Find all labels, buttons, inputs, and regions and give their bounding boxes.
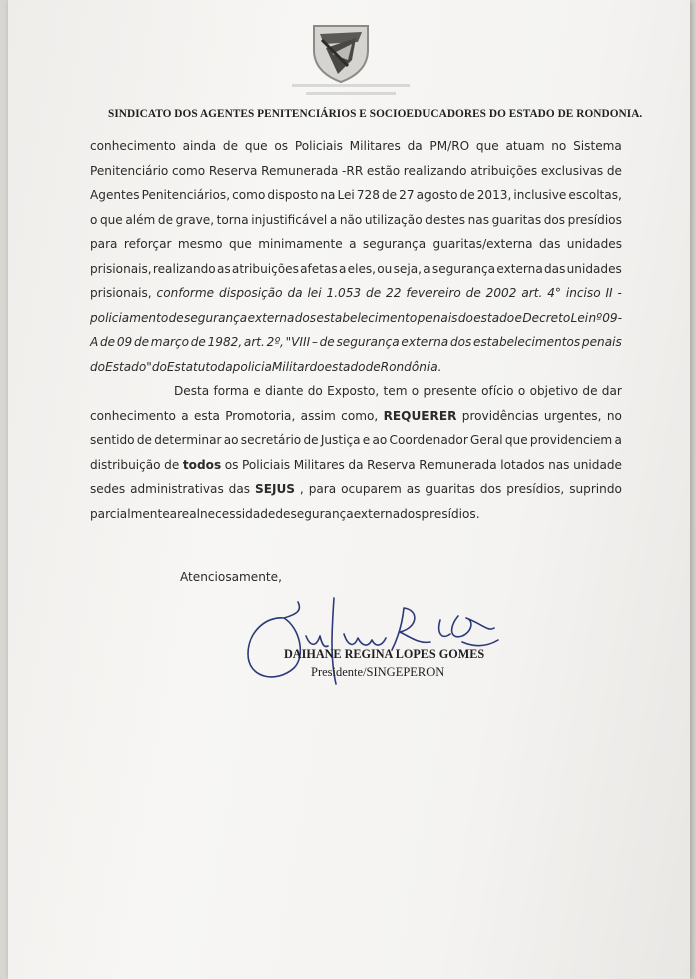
text-line <box>90 502 622 527</box>
text-word: torna <box>216 212 249 227</box>
text-word: utilização <box>364 212 423 227</box>
text-word: disposição <box>219 286 283 300</box>
text-line <box>90 330 622 355</box>
text-line <box>90 379 622 404</box>
text-word: Desta <box>174 384 210 398</box>
text-line <box>90 159 622 184</box>
text-word: nas <box>467 212 490 227</box>
text-word: nº <box>588 310 602 325</box>
text-word: estabelecimento <box>316 310 418 325</box>
shield-emblem-icon <box>308 20 374 86</box>
text-word: do <box>309 359 325 374</box>
text-line <box>90 183 622 208</box>
handwritten-signature <box>236 588 506 698</box>
text-word: presídios, <box>506 482 565 496</box>
text-word: esta <box>193 408 220 423</box>
text-word: eles, <box>347 261 377 276</box>
text-word: Militar <box>271 359 310 374</box>
text-word: o <box>517 384 526 398</box>
text-word: não <box>339 212 363 227</box>
text-word: afetas <box>300 261 338 276</box>
text-word: na <box>320 188 336 202</box>
text-word: externa <box>353 506 401 521</box>
text-word: urgentes, <box>543 408 602 423</box>
closing-salutation: Atenciosamente, <box>180 570 282 584</box>
text-word: - <box>617 286 622 300</box>
text-word: que <box>475 139 499 153</box>
text-word: de <box>465 286 481 300</box>
text-word: art. <box>243 335 265 349</box>
text-word: dos <box>449 335 472 349</box>
text-word: de <box>275 506 291 521</box>
text-word: realizando <box>403 163 467 178</box>
text-word: conhecimento <box>90 408 176 423</box>
text-word: inciso <box>565 286 601 300</box>
text-word: segurança <box>362 237 427 251</box>
text-word: de <box>133 335 150 349</box>
text-word: inclusive <box>513 188 567 202</box>
text-word: reforçar <box>123 237 172 251</box>
text-word: estabelecimentos <box>473 335 581 349</box>
text-line <box>90 453 622 478</box>
text-word: -RR <box>342 163 364 178</box>
text-word: Penitenciário <box>90 163 169 178</box>
text-word: penais <box>417 310 458 325</box>
text-word: REQUERER <box>383 408 457 423</box>
letterhead-title: SINDICATO DOS AGENTES PENITENCIÁRIOS E SOCIOEDUCADORES DO ESTADO DE RONDONIA. <box>108 108 643 120</box>
text-word: Militares <box>349 139 401 153</box>
text-word: de <box>459 188 475 202</box>
text-word: e <box>253 384 261 398</box>
text-word: presente <box>423 384 477 398</box>
text-word: março <box>150 335 190 349</box>
text-word: de <box>303 433 319 447</box>
text-word: – <box>311 335 318 349</box>
text-word: Lei <box>570 310 589 325</box>
text-word: policia <box>232 359 272 374</box>
text-word: providenciem <box>529 433 613 447</box>
text-word: ou <box>377 261 393 276</box>
paragraph-2 <box>90 379 622 526</box>
text-word: a <box>169 506 178 521</box>
text-word: Promotoria, <box>225 408 296 423</box>
text-word: conhecimento <box>90 139 176 153</box>
text-word: lotados <box>500 457 545 472</box>
text-word: que <box>229 237 252 251</box>
text-word: de <box>381 188 398 202</box>
text-word: parcialmente <box>90 506 170 521</box>
text-word: grave, <box>175 212 215 227</box>
text-word: unidades <box>566 261 622 276</box>
letter-body <box>90 134 622 526</box>
text-word: além <box>125 212 156 227</box>
text-word: das <box>538 237 561 251</box>
text-word: 27 <box>399 188 415 202</box>
text-word: sentido <box>90 433 135 447</box>
text-word: Estatuto <box>166 359 218 374</box>
text-word: exclusivas <box>540 163 604 178</box>
document-page <box>8 0 690 979</box>
text-word: presídios. <box>421 506 480 521</box>
text-word: realizando <box>152 261 216 276</box>
text-word: sedes <box>90 482 126 496</box>
text-word: Exposto, <box>327 384 380 398</box>
text-word: da <box>217 359 233 374</box>
text-word: II <box>605 286 613 300</box>
text-word: externa <box>496 261 543 276</box>
text-word: agosto <box>416 188 458 202</box>
text-word: "VIII <box>285 335 311 349</box>
text-word: Justiça <box>320 433 361 447</box>
text-line <box>90 306 622 331</box>
text-word: e <box>514 310 522 325</box>
text-word: de <box>606 163 622 178</box>
text-word: do <box>457 310 473 325</box>
text-word: 4° <box>547 286 561 300</box>
text-word: as <box>216 261 231 276</box>
text-word: externa <box>247 310 295 325</box>
text-word: 1982, <box>207 335 243 349</box>
text-word: a <box>614 433 622 447</box>
text-word: Geral <box>470 433 503 447</box>
text-word: ocuparem <box>341 482 402 496</box>
text-word: penais <box>581 335 622 349</box>
text-word: PM/RO <box>429 139 470 153</box>
text-word: 09 <box>116 335 133 349</box>
text-word: diante <box>265 384 304 398</box>
text-word: no <box>551 139 567 153</box>
text-word: nas <box>548 457 570 472</box>
text-word: guaritas <box>491 212 542 227</box>
text-line <box>90 134 622 159</box>
text-word: minimamente <box>258 237 343 251</box>
paragraph-1 <box>90 134 622 379</box>
text-word: das <box>228 482 251 496</box>
text-word: art. <box>521 286 543 300</box>
text-word: dos <box>294 310 317 325</box>
text-word: Decreto <box>522 310 571 325</box>
text-word: real <box>177 506 200 521</box>
text-word: Penitenciários, <box>141 188 231 202</box>
text-word: Lei <box>337 188 355 202</box>
text-word: Policiais <box>242 457 291 472</box>
text-word: as <box>406 482 421 496</box>
text-word: 2º, <box>266 335 284 349</box>
text-word: ao <box>223 433 239 447</box>
text-word: de <box>222 139 239 153</box>
text-word: necessidade <box>200 506 276 521</box>
text-word: Rondônia. <box>380 359 442 374</box>
text-word: segurança <box>431 261 496 276</box>
text-line <box>90 232 622 257</box>
text-word: objetivo <box>529 384 579 398</box>
text-word: do <box>307 384 323 398</box>
text-word: a <box>423 261 431 276</box>
text-word: dos <box>543 212 566 227</box>
text-line <box>90 477 622 502</box>
text-word: Reserva <box>208 163 258 178</box>
text-word: dar <box>601 384 622 398</box>
text-word: atuam <box>505 139 545 153</box>
text-word: secretário <box>240 433 302 447</box>
text-word: conforme <box>156 286 215 300</box>
text-word: do <box>90 359 106 374</box>
text-word: de <box>319 335 335 349</box>
text-word: de <box>164 457 180 472</box>
text-word: dos <box>400 506 422 521</box>
text-word: guaritas <box>425 482 475 496</box>
text-word: que <box>244 139 268 153</box>
text-word: determinar <box>154 433 222 447</box>
text-word: de <box>136 433 152 447</box>
text-word: Sistema <box>573 139 622 153</box>
text-word: e <box>362 433 371 447</box>
text-word: segurança <box>290 506 354 521</box>
text-word: unidade <box>573 457 622 472</box>
text-word: ainda <box>182 139 217 153</box>
text-word: para <box>308 482 337 496</box>
text-word: os <box>274 139 289 153</box>
text-word: como <box>232 188 266 202</box>
text-word: como <box>171 163 206 178</box>
text-word: de <box>582 384 598 398</box>
text-word: injustificável <box>251 212 328 227</box>
text-word: de <box>168 310 184 325</box>
text-word: providências <box>461 408 539 423</box>
text-word: guaritas/externa <box>432 237 533 251</box>
text-word: escoltas, <box>568 188 622 202</box>
text-word: da <box>287 286 303 300</box>
text-line <box>90 355 622 380</box>
text-word: Agentes <box>90 188 140 202</box>
text-word: da <box>348 457 364 472</box>
logo-caption-mark <box>286 80 416 100</box>
text-word: a <box>349 237 357 251</box>
text-word: a <box>329 212 338 227</box>
text-word: a <box>338 261 347 276</box>
text-word: Policiais <box>294 139 343 153</box>
text-word: mesmo <box>177 237 223 251</box>
text-word: , <box>299 482 304 496</box>
text-word: forma <box>213 384 250 398</box>
text-word: de <box>100 335 116 349</box>
text-word: como, <box>341 408 379 423</box>
text-word: segurança <box>184 310 248 325</box>
text-word: seja, <box>393 261 422 276</box>
text-word: estado <box>324 359 366 374</box>
text-line <box>90 208 622 233</box>
text-word: Militares <box>293 457 345 472</box>
text-word: segurança <box>336 335 400 349</box>
text-line <box>90 428 622 453</box>
text-word: A <box>90 335 99 349</box>
text-word: externa <box>401 335 449 349</box>
text-word: atribuições <box>470 163 538 178</box>
text-word: 1.053 <box>326 286 362 300</box>
text-word: da <box>407 139 423 153</box>
text-word: presídios <box>567 212 622 227</box>
text-word: que <box>504 433 528 447</box>
text-word: todos <box>182 457 222 472</box>
text-word: ofício <box>481 384 514 398</box>
text-word: estado <box>473 310 515 325</box>
text-word: 09- <box>602 310 622 325</box>
text-word: assim <box>300 408 336 423</box>
text-word: disposto <box>267 188 319 202</box>
text-word: Remunerada <box>419 457 497 472</box>
text-word: estão <box>366 163 401 178</box>
text-word: prisionais, <box>90 261 152 276</box>
signer-role: Presidente/SINGEPERON <box>311 665 445 679</box>
text-word: destes <box>425 212 466 227</box>
text-word: de <box>366 286 382 300</box>
text-word: fevereiro <box>406 286 461 300</box>
text-word: lei <box>307 286 322 300</box>
text-word: SEJUS <box>254 482 295 496</box>
text-word: policiamento <box>90 310 169 325</box>
text-word: tem <box>383 384 408 398</box>
text-word: o <box>90 212 98 227</box>
text-word: no <box>606 408 622 423</box>
text-line <box>90 281 622 306</box>
text-word: o <box>411 384 420 398</box>
text-word: distribuição <box>90 457 161 472</box>
text-word: unidades <box>566 237 622 251</box>
text-word: administrativas <box>130 482 224 496</box>
text-word: dos <box>479 482 502 496</box>
text-word: atribuições <box>231 261 299 276</box>
text-word: ao <box>372 433 388 447</box>
text-word: 2002 <box>485 286 517 300</box>
text-word: de <box>190 335 206 349</box>
text-word: Reserva <box>367 457 416 472</box>
text-word: Coordenador <box>389 433 468 447</box>
text-line <box>90 257 622 282</box>
text-word: de <box>157 212 174 227</box>
text-line <box>90 404 622 429</box>
text-word: que <box>99 212 123 227</box>
signer-name: DAIHANE REGINA LOPES GOMES <box>284 647 485 661</box>
text-word: 2013, <box>476 188 512 202</box>
text-word: prisionais, <box>90 286 152 300</box>
text-word: Estado" <box>105 359 152 374</box>
text-word: Remunerada <box>261 163 339 178</box>
text-word: os <box>224 457 239 472</box>
text-word: a <box>181 408 189 423</box>
text-word: 728 <box>356 188 380 202</box>
text-word: de <box>365 359 381 374</box>
text-word: do <box>151 359 167 374</box>
text-word: para <box>90 237 118 251</box>
text-word: suprindo <box>569 482 622 496</box>
text-word: das <box>544 261 566 276</box>
text-word: 22 <box>386 286 402 300</box>
